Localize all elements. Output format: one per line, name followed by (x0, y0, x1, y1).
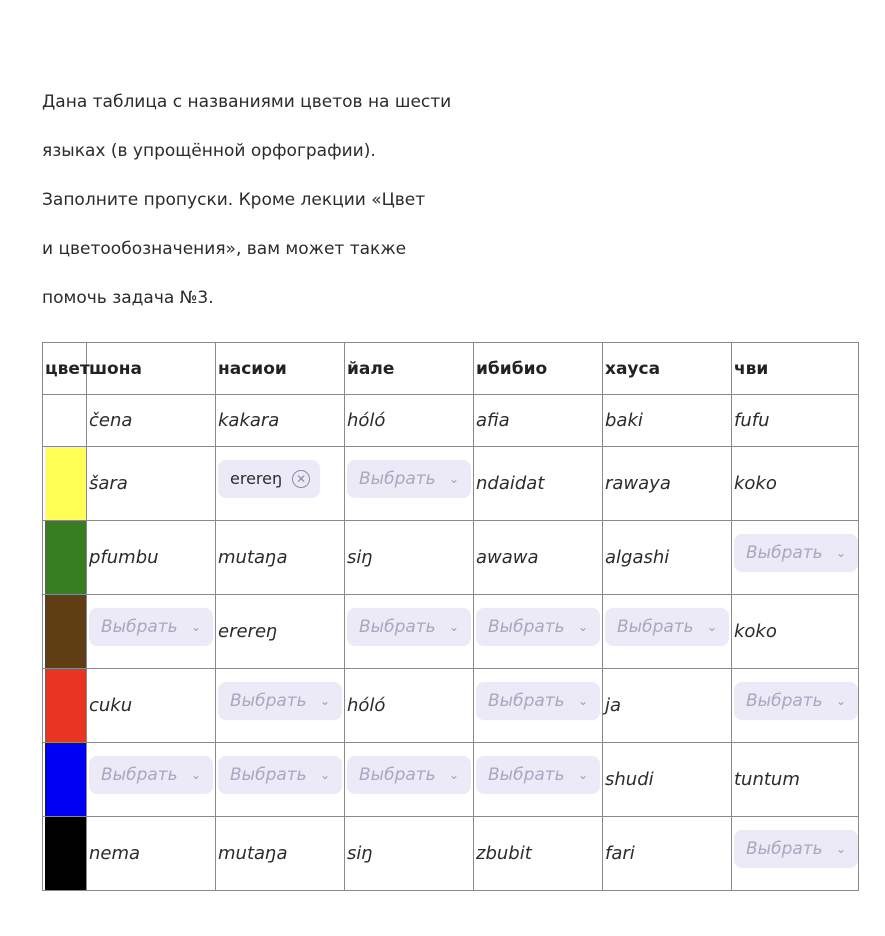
table-row (43, 521, 859, 595)
select-placeholder: Выбрать (230, 765, 307, 785)
intro-line: и цветообозначения», вам может также (42, 239, 407, 259)
word-cell: hóló (345, 669, 474, 743)
header-hausa: хауса (603, 343, 732, 395)
header-row (43, 343, 859, 395)
table-body (43, 395, 859, 891)
chevron-down-icon: ⌄ (190, 620, 201, 634)
select-cell (732, 669, 859, 743)
color-swatch-cell (43, 521, 87, 595)
answer-select[interactable] (734, 830, 858, 868)
header-nasioi: насиои (216, 343, 345, 395)
select-cell (345, 743, 474, 817)
word-cell: rawaya (603, 447, 732, 521)
word-cell: mutaŋa (216, 521, 345, 595)
word-cell: ja (603, 669, 732, 743)
chevron-down-icon: ⌄ (835, 546, 846, 560)
word-cell: šara (87, 447, 216, 521)
select-placeholder: Выбрать (617, 617, 694, 637)
chevron-down-icon: ⌄ (190, 768, 201, 782)
word-cell: tuntum (732, 743, 859, 817)
select-cell (474, 595, 603, 669)
select-placeholder: Выбрать (746, 543, 823, 563)
task-description (42, 78, 542, 323)
answer-select[interactable] (347, 608, 471, 646)
color-swatch (45, 395, 86, 446)
answer-select[interactable] (89, 608, 213, 646)
answer-select[interactable] (476, 608, 600, 646)
answer-select[interactable] (734, 534, 858, 572)
select-cell (87, 743, 216, 817)
word-cell: siŋ (345, 817, 474, 891)
table-row (43, 817, 859, 891)
word-cell: koko (732, 447, 859, 521)
answer-select[interactable] (476, 682, 600, 720)
word-cell: fari (603, 817, 732, 891)
chevron-down-icon: ⌄ (319, 768, 330, 782)
color-swatch (45, 447, 86, 520)
clear-icon[interactable]: ✕ (292, 470, 310, 488)
select-placeholder: Выбрать (230, 691, 307, 711)
chevron-down-icon: ⌄ (448, 768, 459, 782)
header-shona: шона (87, 343, 216, 395)
word-cell: čena (87, 395, 216, 447)
select-placeholder: Выбрать (101, 765, 178, 785)
word-cell: fufu (732, 395, 859, 447)
answer-select[interactable] (347, 756, 471, 794)
select-cell (732, 817, 859, 891)
header-yale: йале (345, 343, 474, 395)
color-swatch (45, 743, 86, 816)
chevron-down-icon: ⌄ (706, 620, 717, 634)
word-cell: pfumbu (87, 521, 216, 595)
answer-select[interactable] (89, 756, 213, 794)
table-row (43, 395, 859, 447)
chevron-down-icon: ⌄ (577, 620, 588, 634)
word-cell: erereŋ (216, 595, 345, 669)
word-cell: awawa (474, 521, 603, 595)
table-row (43, 669, 859, 743)
word-cell: algashi (603, 521, 732, 595)
chevron-down-icon: ⌄ (319, 694, 330, 708)
word-cell: hóló (345, 395, 474, 447)
word-cell: nema (87, 817, 216, 891)
answer-select[interactable] (218, 682, 342, 720)
select-cell (87, 595, 216, 669)
chevron-down-icon: ⌄ (448, 472, 459, 486)
color-swatch-cell (43, 395, 87, 447)
select-placeholder: Выбрать (488, 617, 565, 637)
word-cell: ndaidat (474, 447, 603, 521)
select-cell (216, 743, 345, 817)
table-row (43, 595, 859, 669)
chevron-down-icon: ⌄ (577, 768, 588, 782)
intro-line: помочь задача №3. (42, 288, 214, 308)
intro-line: Заполните пропуски. Кроме лекции «Цвет (42, 190, 426, 210)
selected-answer[interactable] (218, 460, 320, 498)
color-swatch-cell (43, 595, 87, 669)
select-placeholder: Выбрать (359, 617, 436, 637)
header-ibibio: ибибио (474, 343, 603, 395)
header-color: цвет (43, 343, 87, 395)
select-placeholder: Выбрать (746, 839, 823, 859)
answer-select[interactable] (605, 608, 729, 646)
answer-select[interactable] (476, 756, 600, 794)
color-swatch (45, 521, 86, 594)
word-cell: kakara (216, 395, 345, 447)
header-twi: чви (732, 343, 859, 395)
word-cell: cuku (87, 669, 216, 743)
word-cell: baki (603, 395, 732, 447)
select-placeholder: Выбрать (101, 617, 178, 637)
chevron-down-icon: ⌄ (835, 694, 846, 708)
color-swatch (45, 817, 86, 890)
word-cell: zbubit (474, 817, 603, 891)
color-swatch (45, 595, 86, 668)
select-cell (474, 743, 603, 817)
intro-line: Дана таблица с названиями цветов на шести (42, 92, 452, 112)
select-cell (345, 447, 474, 521)
select-placeholder: Выбрать (359, 469, 436, 489)
select-cell (474, 669, 603, 743)
select-cell (732, 521, 859, 595)
color-swatch-cell (43, 669, 87, 743)
color-swatch-cell (43, 817, 87, 891)
table-row (43, 447, 859, 521)
word-cell: koko (732, 595, 859, 669)
answer-select[interactable] (347, 460, 471, 498)
chevron-down-icon: ⌄ (835, 842, 846, 856)
intro-line: языках (в упрощённой орфографии). (42, 141, 376, 161)
word-cell: shudi (603, 743, 732, 817)
select-placeholder: Выбрать (488, 765, 565, 785)
select-cell (216, 447, 345, 521)
select-cell (603, 595, 732, 669)
selected-answer-label: erereŋ (230, 469, 283, 489)
chevron-down-icon: ⌄ (577, 694, 588, 708)
word-cell: afia (474, 395, 603, 447)
color-names-table (42, 342, 859, 891)
word-cell: mutaŋa (216, 817, 345, 891)
select-cell (345, 595, 474, 669)
chevron-down-icon: ⌄ (448, 620, 459, 634)
select-cell (216, 669, 345, 743)
answer-select[interactable] (734, 682, 858, 720)
color-swatch-cell (43, 743, 87, 817)
select-placeholder: Выбрать (359, 765, 436, 785)
select-placeholder: Выбрать (746, 691, 823, 711)
word-cell: siŋ (345, 521, 474, 595)
answer-select[interactable] (218, 756, 342, 794)
color-swatch (45, 669, 86, 742)
select-placeholder: Выбрать (488, 691, 565, 711)
color-swatch-cell (43, 447, 87, 521)
table-row (43, 743, 859, 817)
